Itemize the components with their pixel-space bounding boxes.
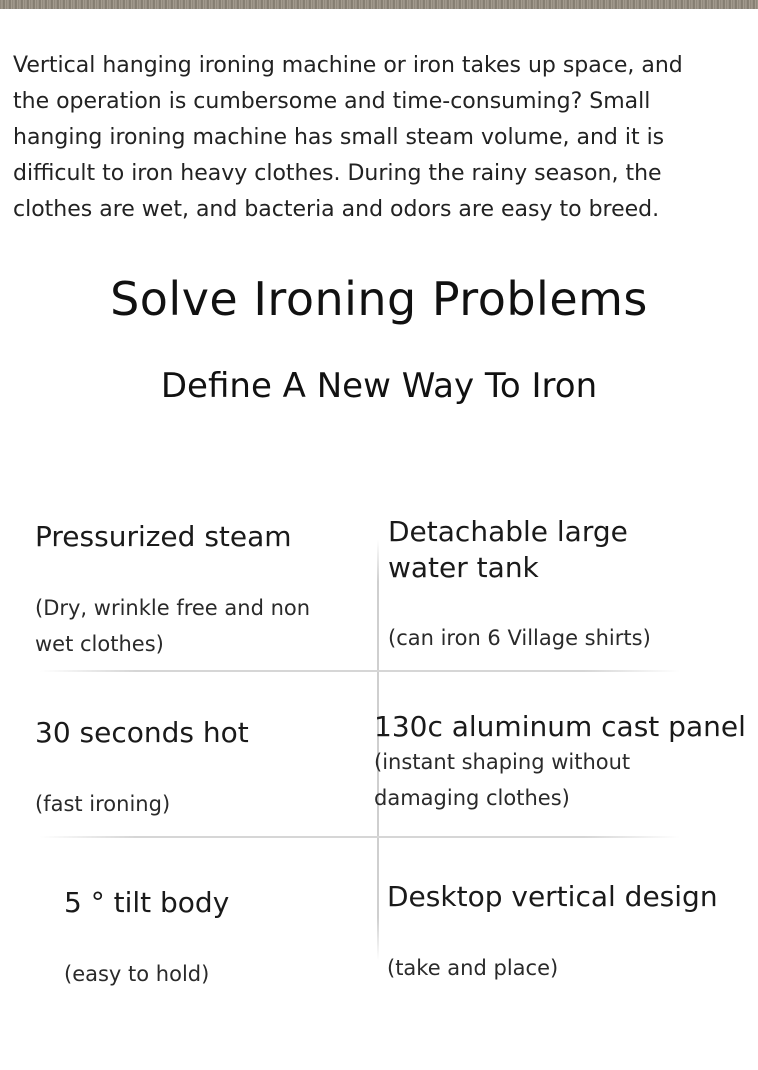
- feature-title-pressurized-steam: Pressurized steam: [35, 520, 292, 553]
- feature-title-aluminum-panel: 130c aluminum cast panel: [374, 710, 746, 743]
- feature-title-desktop-design: Desktop vertical design: [387, 880, 718, 913]
- feature-desc-aluminum-panel: (instant shaping without damaging clothes): [374, 750, 631, 810]
- feature-desc-pressurized-steam: (Dry, wrinkle free and non wet clothes): [35, 596, 311, 656]
- feature-title-tilt-body: 5 ° tilt body: [64, 886, 230, 919]
- sub-heading: Define A New Way To Iron: [160, 366, 598, 406]
- main-heading: Solve Ironing Problems: [110, 272, 648, 326]
- grid-horizontal-divider: [40, 836, 680, 838]
- top-texture-strip: [0, 0, 758, 9]
- feature-desc-desktop-design: (take and place): [387, 956, 559, 980]
- feature-desc-water-tank: (can iron 6 Village shirts): [388, 626, 651, 650]
- feature-desc-30-seconds-hot: (fast ironing): [35, 792, 171, 816]
- intro-paragraph: Vertical hanging ironing machine or iron takes up space, and the operation is cumbersome and time-consuming? Small hanging ironing machine has small steam volume, and it is difficult to iron heavy clothes. During the rainy season, the clothes are wet, and bacteria and odors are easy to breed.: [13, 53, 683, 222]
- feature-title-30-seconds-hot: 30 seconds hot: [35, 716, 249, 749]
- feature-title-water-tank: Detachable large water tank: [388, 515, 628, 584]
- feature-desc-tilt-body: (easy to hold): [64, 962, 210, 986]
- grid-horizontal-divider: [40, 670, 680, 672]
